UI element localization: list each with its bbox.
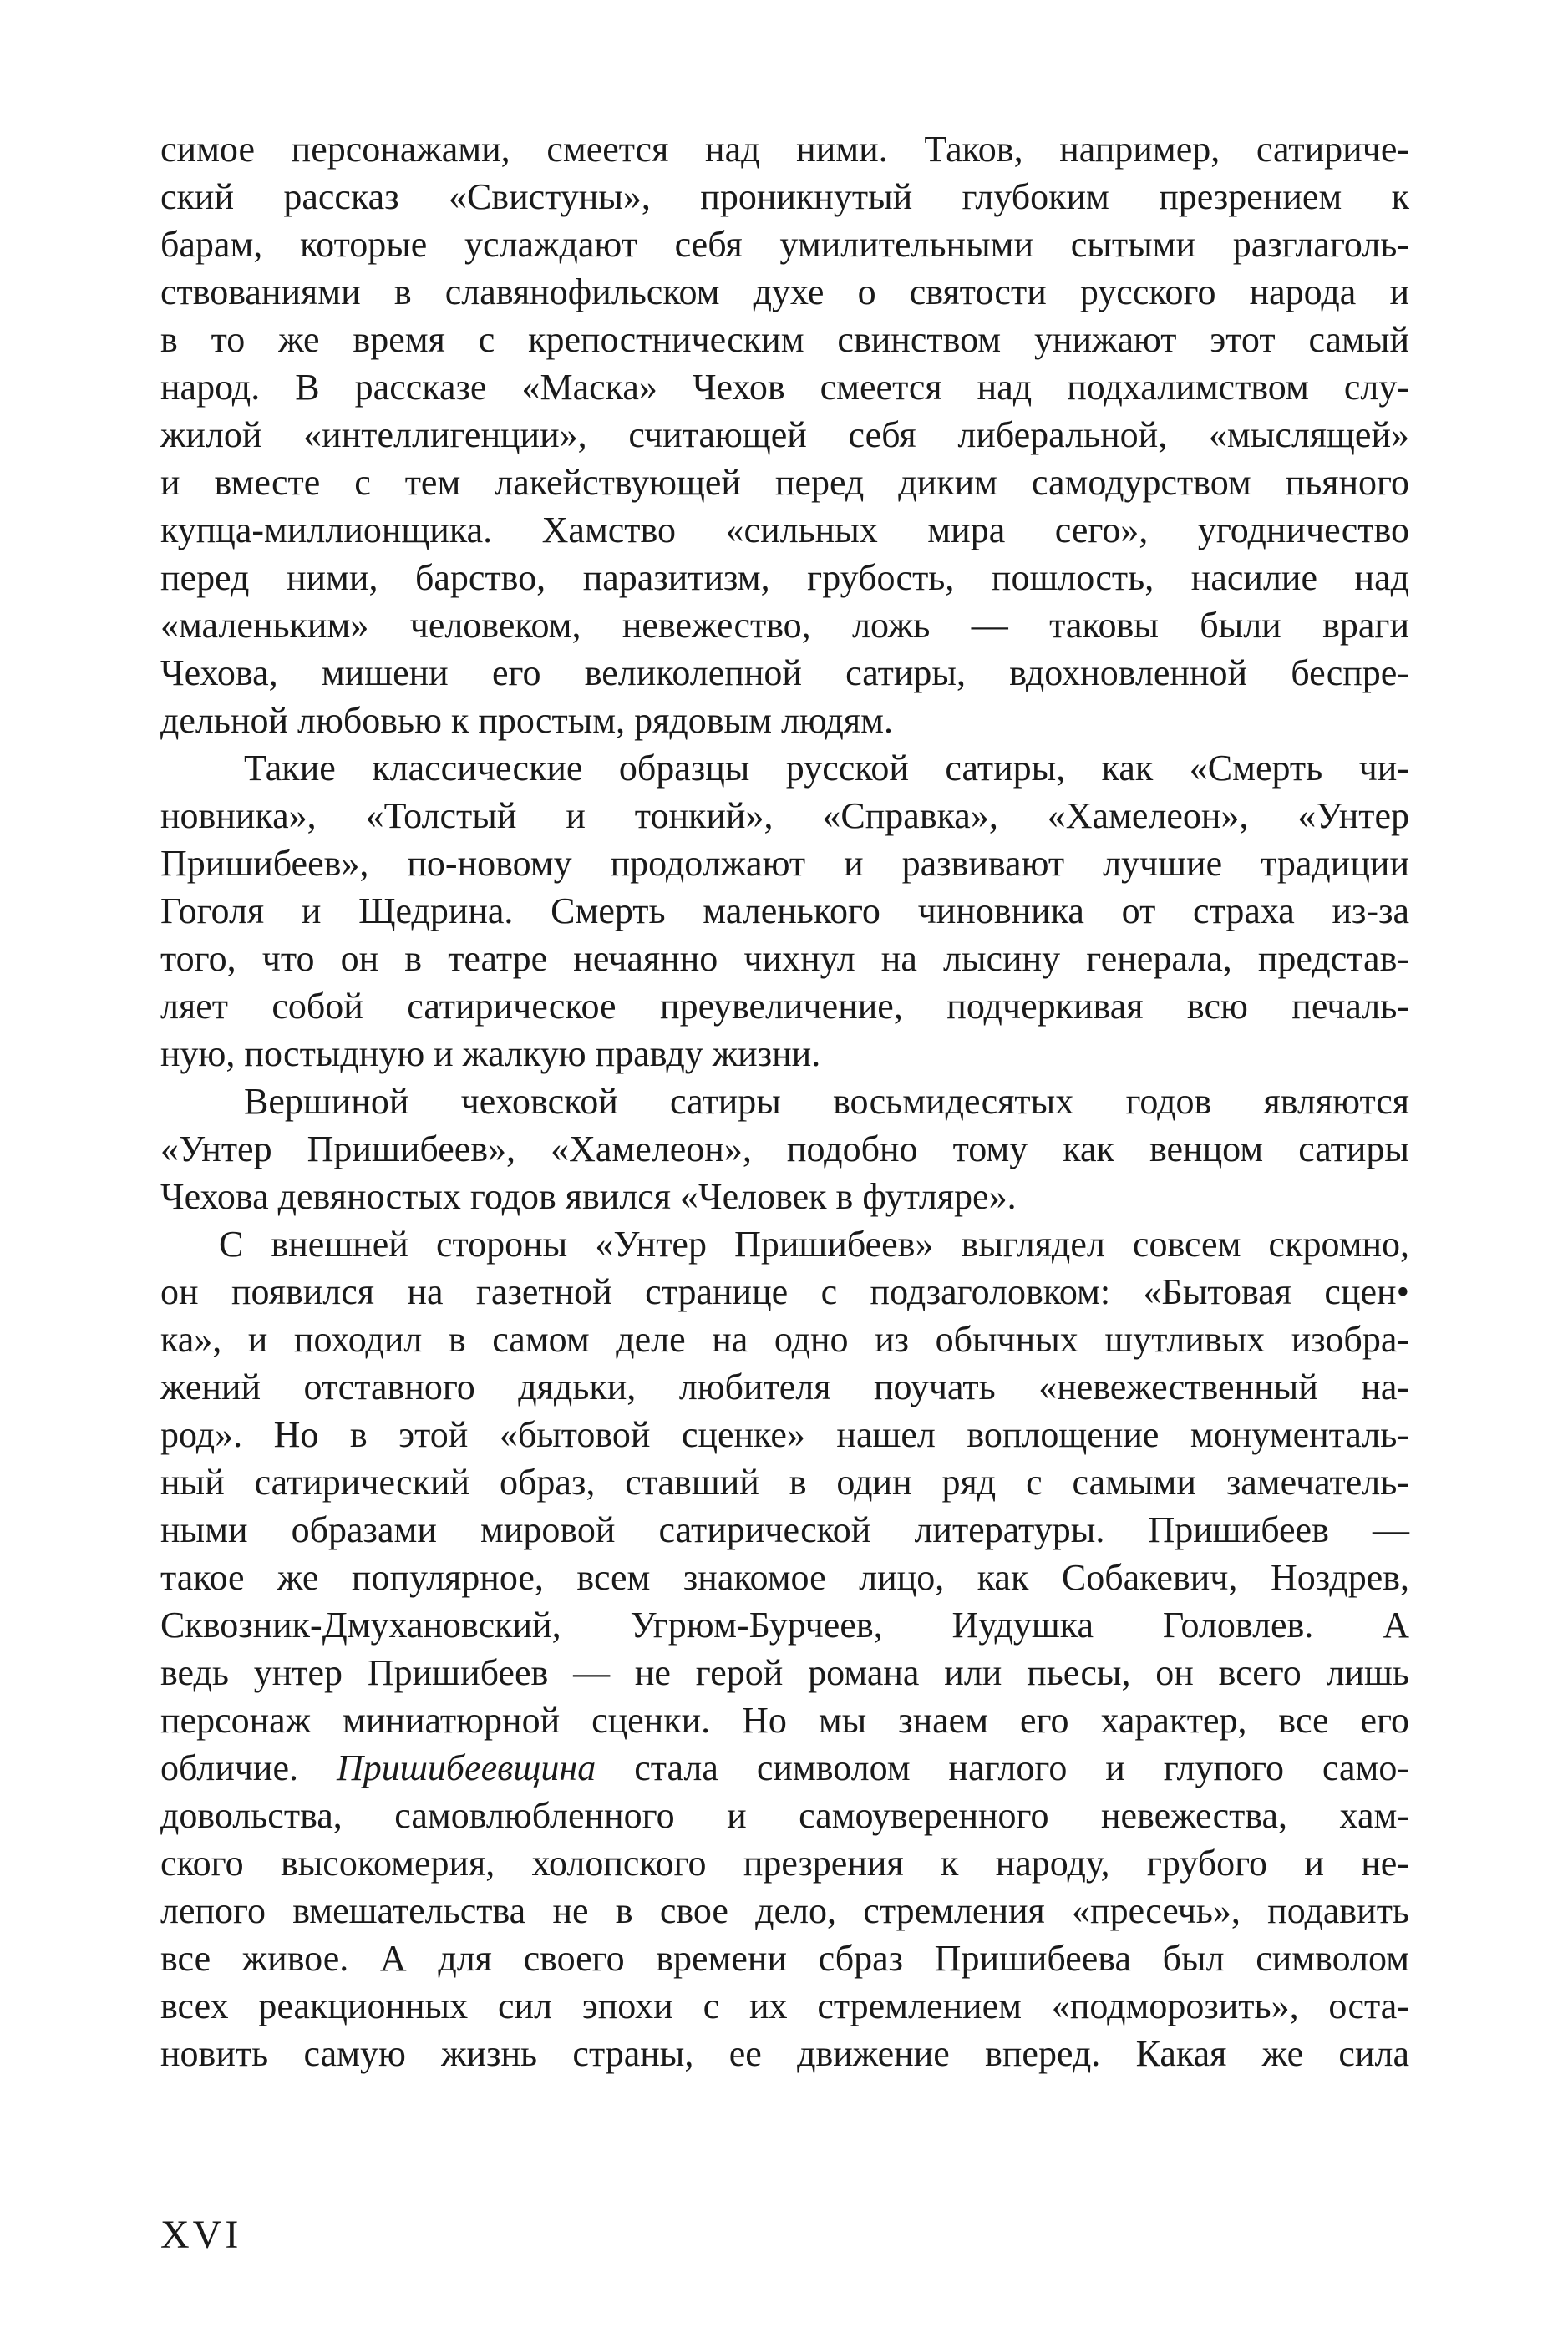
text-line: новить самую жизнь страны, ее движение вперед. Какая же сила	[160, 2033, 1409, 2074]
text-line: жений отставного дядьки, любителя поучать «невежественный на-	[160, 1367, 1409, 1407]
text-line: симое персонажами, смеется над ними. Таков, например, сатириче-	[160, 129, 1409, 170]
text-line: Чехова, мишени его великолепной сатиры, вдохновленной беспре-	[160, 652, 1409, 693]
text-line: жилой «интеллигенции», считающей себя либеральной, «мыслящей»	[160, 414, 1409, 455]
text-line: Такие классические образцы русской сатиры, как «Смерть чи-	[244, 748, 1409, 789]
text-line: ляет собой сатирическое преувеличение, подчеркивая всю печаль-	[160, 986, 1409, 1027]
text-line: ведь унтер Пришибеев — не герой романа или пьесы, он всего лишь	[160, 1652, 1409, 1693]
text-line: новника», «Толстый и тонкий», «Справка», «Хамелеон», «Унтер	[160, 795, 1409, 836]
text-line: довольства, самовлюбленного и самоуверенного невежества, хам-	[160, 1795, 1409, 1836]
text-line: все живое. А для своего времени сбраз Пришибеева был символом	[160, 1938, 1409, 1979]
text-line: «маленьким» человеком, невежество, ложь — таковы были враги	[160, 605, 1409, 646]
text-line: барам, которые услаждают себя умилительными сытыми разглаголь-	[160, 224, 1409, 265]
text-line: он появился на газетной странице с подзаголовком: «Бытовая сцен•	[160, 1271, 1409, 1312]
text-line: ную, постыдную и жалкую правду жизни.	[160, 1033, 821, 1074]
text-line: в то же время с крепостническим свинством унижают этот самый	[160, 319, 1409, 360]
text-line: дельной любовью к простым, рядовым людям.	[160, 700, 894, 741]
text-line: С внешней стороны «Унтер Пришибеев» выглядел совсем скромно,	[219, 1224, 1409, 1265]
text-line: «Унтер Пришибеев», «Хамелеон», подобно тому как венцом сатиры	[160, 1128, 1409, 1169]
text-line: Чехова девяностых годов явился «Человек в футляре».	[160, 1176, 1017, 1217]
text-line: Вершиной чеховской сатиры восьмидесятых годов являются	[244, 1081, 1409, 1122]
italic-term: Пришибеевщина	[336, 1747, 596, 1788]
text-line: такое же популярное, всем знакомое лицо, как Собакевич, Ноздрев,	[160, 1557, 1409, 1598]
text-line: персонаж миниатюрной сценки. Но мы знаем его характер, все его	[160, 1700, 1409, 1741]
text-line: того, что он в театре нечаянно чихнул на лысину генерала, представ-	[160, 938, 1409, 979]
text-line: ствованиями в славянофильском духе о святости русского народа и	[160, 271, 1409, 312]
text-line: ными образами мировой сатирической литературы. Пришибеев —	[160, 1509, 1409, 1550]
text-line: и вместе с тем лакействующей перед диким самодурством пьяного	[160, 462, 1409, 503]
text-line: обличие. Пришибеевщина стала символом наглого и глупого само-	[160, 1747, 1410, 1788]
text-line: Сквозник-Дмухановский, Угрюм-Бурчеев, Иудушка Головлев. А	[160, 1605, 1409, 1646]
page-number: XVI	[160, 2213, 242, 2257]
text-line: Пришибеев», по-новому продолжают и развивают лучшие традиции	[160, 843, 1409, 884]
text-line: Гоголя и Щедрина. Смерть маленького чиновника от страха из-за	[160, 890, 1409, 931]
text-line: всех реакционных сил эпохи с их стремлением «подморозить», оста-	[160, 1985, 1409, 2026]
text-line: ский рассказ «Свистуны», проникнутый глубоким презрением к	[160, 176, 1409, 217]
text-line: ный сатирический образ, ставший в один ряд с самыми замечатель-	[160, 1462, 1409, 1503]
page-text	[160, 125, 1409, 2077]
text-line: ка», и походил в самом деле на одно из обычных шутливых изобра-	[160, 1319, 1409, 1360]
text-line: купца-миллионщика. Хамство «сильных мира сего», угодничество	[160, 510, 1409, 550]
text-line: лепого вмешательства не в свое дело, стремления «пресечь», подавить	[160, 1890, 1409, 1931]
text-line: ского высокомерия, холопского презрения к народу, грубого и не-	[160, 1843, 1409, 1884]
text-line: род». Но в этой «бытовой сценке» нашел воплощение монументаль-	[160, 1414, 1409, 1455]
text-line: перед ними, барство, паразитизм, грубость, пошлость, насилие над	[160, 557, 1409, 598]
text-line: народ. В рассказе «Маска» Чехов смеется над подхалимством слу-	[160, 367, 1409, 408]
